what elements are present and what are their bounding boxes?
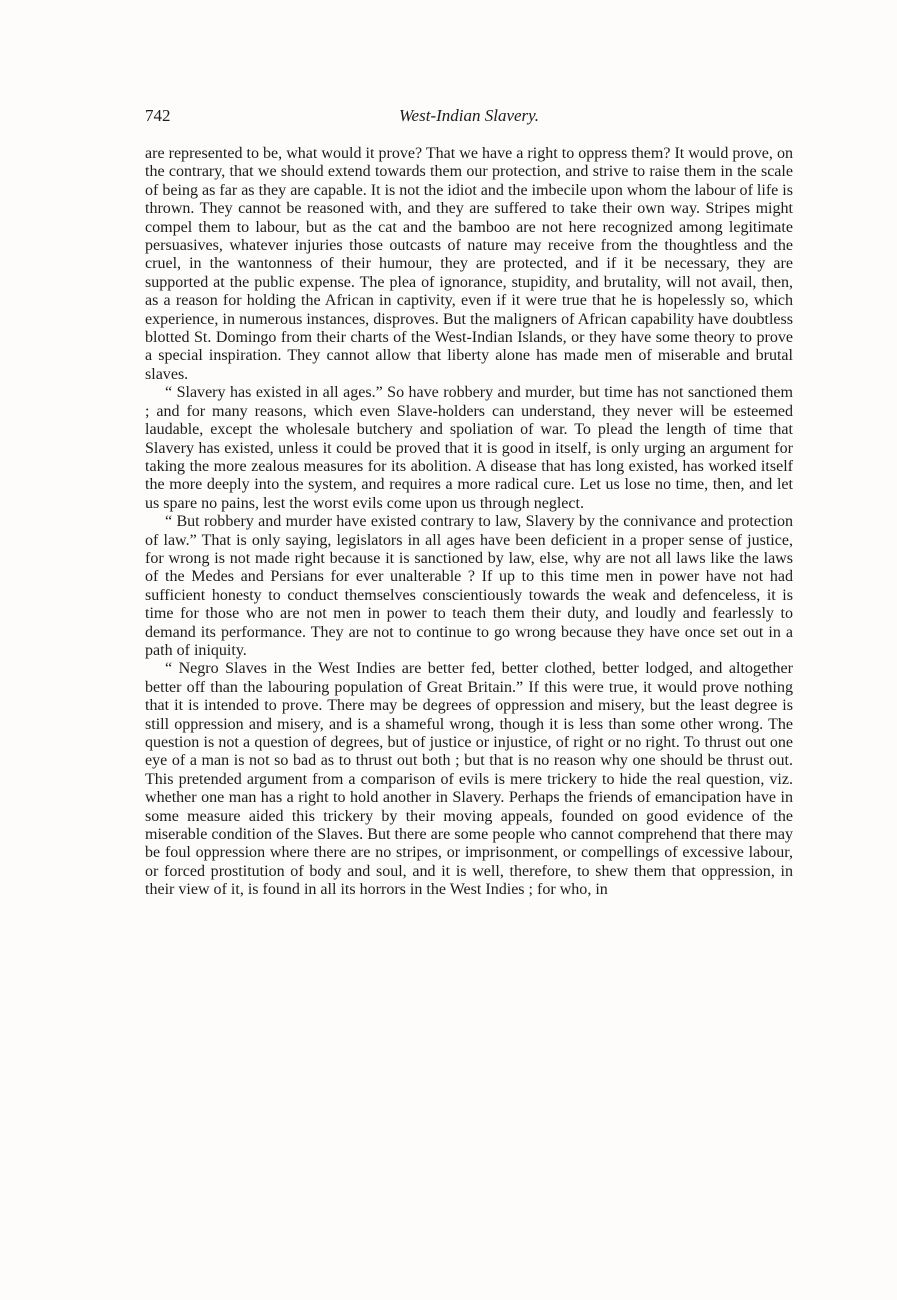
page-number: 742 bbox=[145, 106, 171, 125]
paragraph: “ But robbery and murder have existed contrary to law, Slavery by the connivance and protection of law.” That is only saying, legislators in all ages have been deficient in a proper sense of justice, for wrong is not made right because it is sanctioned by law, else, why are not all laws like the laws of the Medes and Persians for ever unalterable ? If up to this time men in power have not had sufficient honesty to conduct themselves conscientiously towards the weak and defenceless, it is time for those who are not men in power to teach them their duty, and loudly and fearlessly to demand its performance. They are not to continue to go wrong because they have once set out in a path of iniquity. bbox=[145, 513, 793, 659]
paragraph: “ Slavery has existed in all ages.” So have robbery and murder, but time has not sanctioned them ; and for many reasons, which even Slave-holders can understand, they never will be esteemed laudable, except the wholesale butchery and spoliation of war. To plead the length of time that Slavery has existed, unless it could be proved that it is good in itself, is only urging an argument for taking the more zealous measures for its abolition. A disease that has long existed, has worked itself the more deeply into the system, and requires a more radical cure. Let us lose no time, then, and let us spare no pains, lest the worst evils come upon us through neglect. bbox=[145, 384, 793, 512]
paragraph: “ Negro Slaves in the West Indies are better fed, better clothed, better lodged, and altogether better off than the labouring population of Great Britain.” If this were true, it would prove nothing that it is intended to prove. There may be degrees of oppression and misery, but the least degree is still oppression and misery, and is a shameful wrong, though it is less than some other wrong. The question is not a question of degrees, but of justice or injustice, of right or no right. To thrust out one eye of a man is not so bad as to thrust out both ; but that is no reason why one should be thrust out. This pretended argument from a comparison of evils is mere trickery to hide the real question, viz. whether one man has a right to hold another in Slavery. Perhaps the friends of emancipation have in some measure aided this trickery by their moving appeals, founded on good evidence of the miserable condition of the Slaves. But there are some people who cannot comprehend that there may be foul oppression where there are no stripes, or imprisonment, or compellings of excessive labour, or forced prostitution of body and soul, and it is well, therefore, to shew them that oppression, in their view of it, is found in all its horrors in the West Indies ; for who, in bbox=[145, 660, 793, 899]
paragraph: are represented to be, what would it prove? That we have a right to oppress them? It would prove, on the contrary, that we should extend towards them our protection, and strive to raise them in the scale of being as far as they are capable. It is not the idiot and the imbecile upon whom the labour of life is thrown. They cannot be reasoned with, and they are suffered to take their own way. Stripes might compel them to labour, but as the cat and the bamboo are not here recognized among legitimate persuasives, whatever injuries those outcasts of nature may receive from the thoughtless and the cruel, in the wantonness of their humour, they are protected, and if it be necessary, they are supported at the public expense. The plea of ignorance, stupidity, and brutality, will not avail, then, as a reason for holding the African in captivity, even if it were true that he is hopelessly so, which experience, in numerous instances, disproves. But the maligners of African capability have doubtless blotted St. Domingo from their charts of the West-Indian Islands, or they have some theory to prove a special inspiration. They cannot allow that liberty alone has made men of miserable and brutal slaves. bbox=[145, 145, 793, 383]
running-title: West-Indian Slavery. bbox=[398, 106, 540, 125]
page-header bbox=[145, 106, 793, 130]
body-text bbox=[145, 145, 793, 900]
